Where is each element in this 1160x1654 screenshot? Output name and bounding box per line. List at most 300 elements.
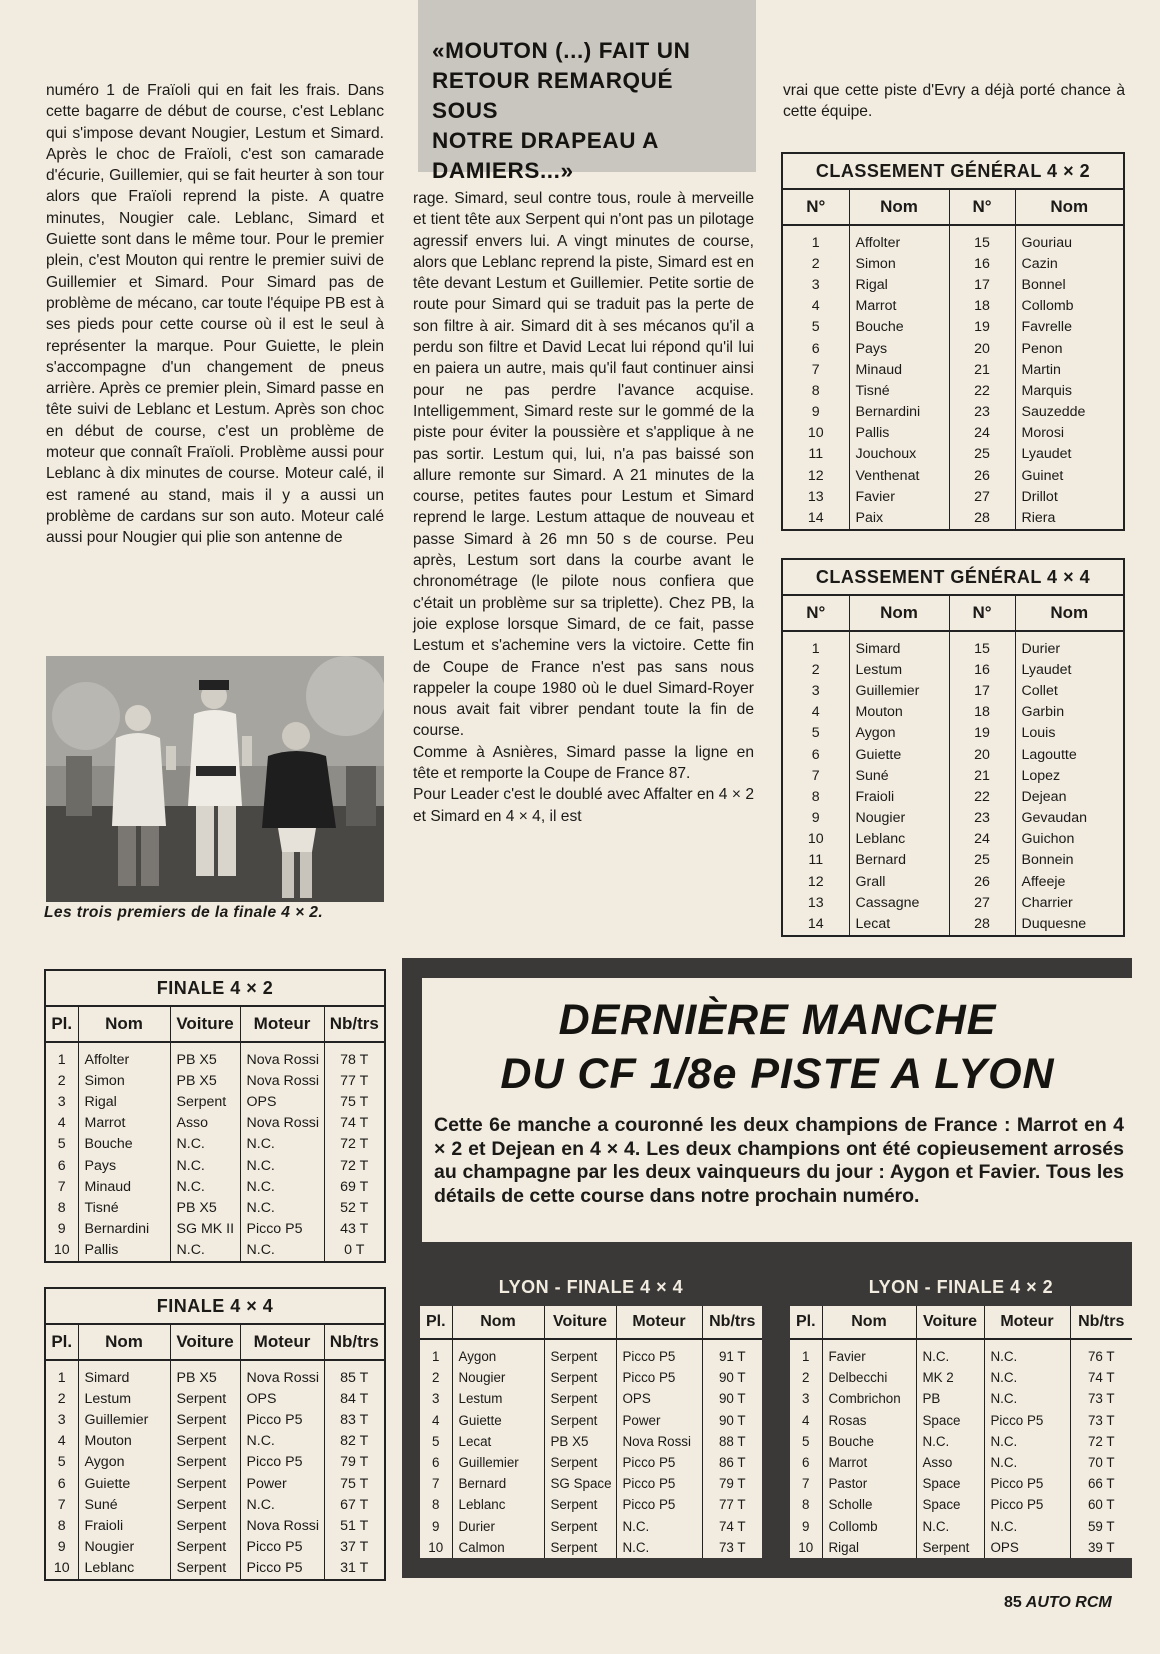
table-cell: Guinet [1015, 465, 1123, 486]
table-cell: Picco P5 [616, 1452, 702, 1473]
table-cell: Suné [849, 765, 949, 786]
table-row [783, 631, 1123, 659]
table-cell: Serpent [544, 1367, 616, 1388]
table-cell: Pays [849, 338, 949, 359]
table-cell: 16 [949, 253, 1015, 274]
table-row [783, 723, 1123, 744]
table-cell: 3 [802, 1391, 810, 1407]
table-cell: 19 [949, 723, 1015, 744]
table-cell: Charrier [1015, 892, 1123, 913]
table-cell: N.C. [616, 1516, 702, 1537]
table-cell: 90 T [702, 1367, 762, 1388]
table-row [783, 402, 1123, 423]
column-header: Nb/trs [1070, 1306, 1132, 1339]
table-cell: 5 [57, 1136, 66, 1153]
table-cell: Simard [78, 1360, 170, 1388]
table-cell: Picco P5 [984, 1494, 1070, 1515]
table-row [420, 1388, 762, 1409]
table-row [783, 892, 1123, 913]
article-paragraph: rage. Simard, seul contre tous, roule à merveille et tient tête aux Serpent qui n'ont pas un pilotage agressif envers lui. A vingt minutes de course, alors que Leblanc reprend la piste, Simard est en tête devant Lestum et Guillemier. Petite sortie de route pour Simard qui se traduit pas la perte de son filtre à air. Simard dit à ses mécanos qu'il a perdu son filtre et David Lecat lui répond qu'il lui en paiera un autre, mais qu'il faut continuer ainsi pour ne pas perdre l'avance acquise. Intelligemment, Simard reste sur le gommé de la piste pour éviter la poussière et s'applique à ne pas sortir. Lestum qui, lui, n'a pas baissé son allure remonte sur Simard. A 21 minutes de la course, petites fautes pour Lestum et Simard reprend le large. Lestum attaque de nouveau et passe Simard à 26 mn 50 s de course. Peu après, Lestum sort dans la courbe avant le chronométrage (le pilote nous confiera que c'était un problème sur sa triplette). Chez PB, la joie explose lorsque Simard, de ce fait, passe Lestum et s'achemine vers la victoire. Cette fin de Coupe de France n'est pas sans nous rappeler la coupe 1980 où le duel Simard-Royer nous avait fait vibrer pendant toute la fin de course. [413, 190, 754, 740]
table-cell: 90 T [702, 1410, 762, 1431]
table-cell: 85 T [324, 1360, 384, 1388]
table-cell: Collomb [822, 1516, 916, 1537]
table-cell: Bernard [849, 850, 949, 871]
lyon-finale-4x2 [790, 1268, 1132, 1558]
table-cell: 6 [802, 1455, 810, 1471]
table-cell: Serpent [544, 1537, 616, 1558]
table-cell: 8 [432, 1497, 440, 1513]
table-cell: 25 [949, 850, 1015, 871]
table-cell: 77 T [324, 1070, 384, 1091]
table-cell: Nova Rossi [240, 1515, 324, 1536]
table-cell: Leblanc [78, 1558, 170, 1579]
table-cell: Nova Rossi [240, 1360, 324, 1388]
table-cell: Picco P5 [616, 1494, 702, 1515]
table-cell: 17 [949, 274, 1015, 295]
table-cell: Picco P5 [240, 1409, 324, 1430]
table-row [46, 1409, 384, 1430]
table-row [783, 423, 1123, 444]
table-cell: 10 [807, 831, 824, 848]
finale-table [790, 1306, 1132, 1558]
table-cell: Fraioli [78, 1515, 170, 1536]
table-cell: Serpent [544, 1452, 616, 1473]
table-cell: Lecat [849, 913, 949, 934]
table-cell: 8 [802, 1497, 810, 1513]
table-cell: Guillemier [78, 1409, 170, 1430]
table-cell: 28 [949, 507, 1015, 528]
table-cell: 5 [432, 1433, 440, 1449]
table-cell: Picco P5 [240, 1558, 324, 1579]
table-cell: N.C. [170, 1240, 240, 1261]
table-cell: Morosi [1015, 423, 1123, 444]
table-row [790, 1537, 1132, 1558]
box-headline: DERNIÈRE MANCHE [558, 996, 997, 1044]
table-cell: Garbin [1015, 702, 1123, 723]
table-row [783, 274, 1123, 295]
table-cell: Riera [1015, 507, 1123, 528]
table-cell: Lestum [78, 1388, 170, 1409]
table-row [783, 338, 1123, 359]
column-header: Moteur [616, 1306, 702, 1339]
table-cell: N.C. [240, 1134, 324, 1155]
pull-quote-line: NOTRE DRAPEAU A [432, 128, 659, 153]
table-cell: 2 [811, 255, 820, 272]
magazine-name: AUTO RCM [1025, 1594, 1112, 1611]
table-row [420, 1367, 762, 1388]
table-row [46, 1155, 384, 1176]
table-cell: 74 T [324, 1113, 384, 1134]
table-cell: Guillemier [849, 680, 949, 701]
table-cell: Guiette [849, 744, 949, 765]
table-row [420, 1410, 762, 1431]
table-cell: 22 [949, 380, 1015, 401]
table-cell: OPS [240, 1388, 324, 1409]
table-row [783, 765, 1123, 786]
pull-quote-line: RETOUR REMARQUÉ SOUS [432, 68, 674, 123]
table-cell: Serpent [544, 1388, 616, 1409]
table-cell: 73 T [1070, 1388, 1132, 1409]
classement-general-4x2 [781, 152, 1125, 531]
table-cell: Serpent [544, 1410, 616, 1431]
table-cell: 4 [811, 298, 820, 315]
table-cell: 28 [949, 913, 1015, 934]
table-cell: Bernardini [78, 1219, 170, 1240]
table-cell: 27 [949, 486, 1015, 507]
table-cell: Picco P5 [240, 1537, 324, 1558]
table-cell: Asso [916, 1452, 984, 1473]
table-cell: 2 [57, 1072, 66, 1089]
table-cell: N.C. [240, 1176, 324, 1197]
table-cell: 1 [432, 1349, 440, 1365]
table-cell: Pays [78, 1155, 170, 1176]
table-cell: N.C. [984, 1339, 1070, 1367]
column-header: Voiture [170, 1007, 240, 1042]
table-cell: Aygon [849, 723, 949, 744]
table-cell: 90 T [702, 1388, 762, 1409]
table-cell: 2 [432, 1370, 440, 1386]
table-cell: 67 T [324, 1494, 384, 1515]
table-cell: 1 [811, 640, 820, 657]
table-cell: Cassagne [849, 892, 949, 913]
table-row [790, 1431, 1132, 1452]
table-cell: 1 [802, 1349, 810, 1365]
table-cell: Sauzedde [1015, 402, 1123, 423]
table-cell: N.C. [984, 1452, 1070, 1473]
table-cell: Lecat [452, 1431, 544, 1452]
table-row [46, 1558, 384, 1579]
column-header: N° [949, 596, 1015, 631]
table-cell: Bonnel [1015, 274, 1123, 295]
table-cell: 7 [802, 1476, 810, 1492]
table-cell: 59 T [1070, 1516, 1132, 1537]
table-row [783, 786, 1123, 807]
table-row [420, 1339, 762, 1367]
table-cell: OPS [240, 1091, 324, 1112]
article-paragraph: numéro 1 de Fraïoli qui en fait les frais. Dans cette bagarre de début de course, c'est Leblanc qui s'impose devant Nougier, Lestum et Simard. Après le choc de Fraïoli, c'est son camarade d'écurie, Guillemier, qui se fait heurter à son tour alors que Fraïoli reprend la piste. A quatre minutes, Nougier cale. Leblanc, Simard et Guiette sont dans le même tour. Pour le premier plein, c'est Mouton qui rentre le premier suivi de Guillemier et Simard. Pour Simard pas de problème de mécano, car toute l'équipe PB est à ses pieds pour cette course où il est le seul à représenter la marque. Pour Guiette, le plein s'accompagne d'un changement de pneus arrière. Après ce premier plein, Simard passe en tête suivi de Leblanc et Lestum. Après son choc en début de course, c'est un problème de moteur que connaît Fraïoli. Problème aussi pour Leblanc à dix minutes de course. Moteur calé, il est ramené au stand, mais il y a aussi un problème de cardans sur son auto. Moteur calé aussi pour Nougier qui plie son antenne de [46, 82, 384, 547]
table-cell: Pallis [78, 1240, 170, 1261]
table-cell: 7 [57, 1496, 66, 1513]
table-cell: Serpent [170, 1473, 240, 1494]
table-row [783, 359, 1123, 380]
table-cell: Suné [78, 1494, 170, 1515]
table-cell: Marrot [78, 1113, 170, 1134]
table-cell: 4 [57, 1433, 66, 1450]
table-cell: 20 [949, 338, 1015, 359]
table-cell: Nova Rossi [240, 1042, 324, 1070]
table-row [46, 1494, 384, 1515]
table-row [790, 1452, 1132, 1473]
table-cell: Martin [1015, 359, 1123, 380]
table-cell: 3 [432, 1391, 440, 1407]
table-cell: 73 T [702, 1537, 762, 1558]
finale-4x4 [44, 1287, 386, 1581]
table-cell: Collomb [1015, 296, 1123, 317]
table-row [790, 1473, 1132, 1494]
table-row [46, 1042, 384, 1070]
table-cell: 1 [57, 1369, 66, 1386]
table-row [46, 1219, 384, 1240]
table-cell: 15 [949, 225, 1015, 253]
table-cell: 75 T [324, 1473, 384, 1494]
table-cell: Fraioli [849, 786, 949, 807]
table-cell: 88 T [702, 1431, 762, 1452]
finale-table [46, 1007, 384, 1261]
table-cell: 23 [949, 808, 1015, 829]
table-cell: Pallis [849, 423, 949, 444]
article-column-1 [46, 80, 384, 549]
table-cell: 3 [811, 276, 820, 293]
table-row [783, 808, 1123, 829]
table-cell: 24 [949, 423, 1015, 444]
table-cell: Serpent [170, 1515, 240, 1536]
table-cell: N.C. [240, 1197, 324, 1218]
table-title: CLASSEMENT GÉNÉRAL 4 × 2 [783, 154, 1123, 190]
table-cell: Picco P5 [616, 1339, 702, 1367]
table-cell: 12 [807, 467, 824, 484]
finale-table [46, 1325, 384, 1579]
column-header: Moteur [984, 1306, 1070, 1339]
table-cell: N.C. [984, 1516, 1070, 1537]
column-header: N° [783, 596, 849, 631]
table-cell: Nougier [452, 1367, 544, 1388]
table-row [420, 1473, 762, 1494]
table-cell: 3 [811, 682, 820, 699]
classement-table [783, 190, 1123, 529]
table-title: FINALE 4 × 2 [46, 971, 384, 1007]
finale-table [420, 1306, 762, 1558]
table-row [46, 1388, 384, 1409]
table-cell: 74 T [1070, 1367, 1132, 1388]
table-cell: 74 T [702, 1516, 762, 1537]
table-cell: Rigal [78, 1091, 170, 1112]
table-cell: 91 T [702, 1339, 762, 1367]
table-cell: Lyaudet [1015, 444, 1123, 465]
box-headline: DU CF 1/8e PISTE A LYON [500, 1050, 1055, 1098]
table-cell: Leblanc [452, 1494, 544, 1515]
table-cell: Simon [78, 1070, 170, 1091]
table-cell: Gouriau [1015, 225, 1123, 253]
table-row [783, 702, 1123, 723]
table-cell: Aygon [452, 1339, 544, 1367]
box-lead: Cette 6e manche a couronné les deux champions de France : Marrot en 4 × 2 et Dejean en 4 × 4. Les deux champions ont été copieusement arrosés au champagne par les deux vainqueurs du jour : Aygon et Favier. Tous les détails de cette course dans notre prochain numéro. [434, 1114, 1124, 1207]
table-cell: 10 [53, 1560, 70, 1577]
table-title: CLASSEMENT GÉNÉRAL 4 × 4 [783, 560, 1123, 596]
table-cell: Minaud [849, 359, 949, 380]
table-cell: Space [916, 1410, 984, 1431]
table-cell: N.C. [916, 1431, 984, 1452]
column-header: Nom [78, 1007, 170, 1042]
table-cell: Bonnein [1015, 850, 1123, 871]
table-row [790, 1410, 1132, 1431]
table-cell: Louis [1015, 723, 1123, 744]
table-cell: Duquesne [1015, 913, 1123, 934]
table-cell: Space [916, 1473, 984, 1494]
table-row [783, 659, 1123, 680]
table-cell: 4 [57, 1115, 66, 1132]
column-header: Nom [78, 1325, 170, 1360]
table-cell: 14 [807, 916, 824, 933]
article-paragraph: Comme à Asnières, Simard passe la ligne en tête et remporte la Coupe de France 87. [413, 743, 754, 783]
table-row [783, 444, 1123, 465]
table-cell: 6 [57, 1475, 66, 1492]
table-cell: Durier [452, 1516, 544, 1537]
table-cell: 51 T [324, 1515, 384, 1536]
table-cell: 9 [57, 1539, 66, 1556]
table-cell: 12 [807, 873, 824, 890]
table-cell: 9 [57, 1221, 66, 1238]
table-cell: Guiette [78, 1473, 170, 1494]
table-cell: 5 [811, 319, 820, 336]
table-row [783, 225, 1123, 253]
table-cell: PB X5 [170, 1360, 240, 1388]
table-row [783, 296, 1123, 317]
column-header: Pl. [420, 1306, 452, 1339]
table-cell: 77 T [702, 1494, 762, 1515]
table-cell: 19 [949, 317, 1015, 338]
table-row [790, 1388, 1132, 1409]
table-cell: 0 T [324, 1240, 384, 1261]
column-header: Voiture [170, 1325, 240, 1360]
table-cell: 20 [949, 744, 1015, 765]
table-row [46, 1197, 384, 1218]
table-cell: Serpent [170, 1431, 240, 1452]
table-cell: Lyaudet [1015, 659, 1123, 680]
table-cell: Tisné [78, 1197, 170, 1218]
table-cell: 21 [949, 765, 1015, 786]
column-header: Nom [822, 1306, 916, 1339]
table-cell: Calmon [452, 1537, 544, 1558]
table-cell: 72 T [324, 1155, 384, 1176]
column-header: Nom [1015, 190, 1123, 225]
table-cell: Picco P5 [616, 1473, 702, 1494]
table-cell: PB [916, 1388, 984, 1409]
table-row [420, 1431, 762, 1452]
pull-quote-line: «MOUTON (...) FAIT UN [432, 38, 691, 63]
table-row [46, 1240, 384, 1261]
table-row [420, 1452, 762, 1473]
table-cell: 27 [949, 892, 1015, 913]
table-row [783, 486, 1123, 507]
table-cell: 1 [57, 1051, 66, 1068]
table-cell: 7 [57, 1178, 66, 1195]
table-cell: 13 [807, 894, 824, 911]
table-cell: 5 [811, 725, 820, 742]
table-row [420, 1494, 762, 1515]
table-row [783, 744, 1123, 765]
table-cell: 79 T [702, 1473, 762, 1494]
table-row [46, 1113, 384, 1134]
table-cell: 18 [949, 296, 1015, 317]
table-row [46, 1091, 384, 1112]
table-cell: Mouton [849, 702, 949, 723]
table-cell: 9 [811, 404, 820, 421]
table-cell: 10 [807, 425, 824, 442]
table-cell: 73 T [1070, 1410, 1132, 1431]
table-cell: Nova Rossi [240, 1113, 324, 1134]
table-cell: 66 T [1070, 1473, 1132, 1494]
table-cell: Serpent [916, 1537, 984, 1558]
table-row [790, 1367, 1132, 1388]
table-cell: Bernard [452, 1473, 544, 1494]
table-cell: N.C. [984, 1431, 1070, 1452]
table-cell: N.C. [170, 1155, 240, 1176]
table-cell: N.C. [916, 1516, 984, 1537]
table-cell: 23 [949, 402, 1015, 423]
photo-caption: Les trois premiers de la finale 4 × 2. [44, 904, 324, 921]
table-cell: 8 [57, 1517, 66, 1534]
table-cell: 24 [949, 829, 1015, 850]
table-cell: 8 [811, 788, 820, 805]
table-cell: 11 [808, 446, 824, 463]
table-cell: 25 [949, 444, 1015, 465]
table-cell: 72 T [1070, 1431, 1132, 1452]
table-cell: PB X5 [544, 1431, 616, 1452]
table-cell: 4 [811, 704, 820, 721]
table-row [783, 380, 1123, 401]
page-folio [1004, 1592, 1112, 1612]
column-header: Voiture [544, 1306, 616, 1339]
column-header: Nb/trs [702, 1306, 762, 1339]
column-header: Voiture [916, 1306, 984, 1339]
table-cell: Power [616, 1410, 702, 1431]
table-cell: Collet [1015, 680, 1123, 701]
table-cell: Simon [849, 253, 949, 274]
table-cell: N.C. [240, 1155, 324, 1176]
table-cell: Minaud [78, 1176, 170, 1197]
table-cell: 26 [949, 871, 1015, 892]
table-cell: Serpent [544, 1339, 616, 1367]
podium-photo [46, 656, 384, 902]
table-cell: 6 [811, 746, 820, 763]
column-header: N° [949, 190, 1015, 225]
table-row [783, 913, 1123, 934]
table-cell: 5 [57, 1454, 66, 1471]
column-header: Pl. [46, 1007, 78, 1042]
table-cell: OPS [616, 1388, 702, 1409]
table-cell: Lestum [452, 1388, 544, 1409]
table-cell: 2 [811, 661, 820, 678]
table-cell: 9 [811, 810, 820, 827]
table-cell: 6 [57, 1157, 66, 1174]
table-cell: Serpent [170, 1494, 240, 1515]
table-cell: N.C. [170, 1134, 240, 1155]
table-cell: Guiette [452, 1410, 544, 1431]
table-cell: Asso [170, 1113, 240, 1134]
table-cell: N.C. [916, 1339, 984, 1367]
table-cell: 31 T [324, 1558, 384, 1579]
table-cell: Penon [1015, 338, 1123, 359]
table-cell: 86 T [702, 1452, 762, 1473]
table-cell: Jouchoux [849, 444, 949, 465]
table-cell: MK 2 [916, 1367, 984, 1388]
table-cell: 10 [798, 1539, 814, 1555]
table-cell: Favier [849, 486, 949, 507]
table-cell: Rosas [822, 1410, 916, 1431]
table-row [783, 680, 1123, 701]
table-cell: SG MK II [170, 1219, 240, 1240]
table-cell: 37 T [324, 1537, 384, 1558]
table-cell: Affolter [78, 1042, 170, 1070]
table-cell: 9 [432, 1518, 440, 1534]
table-cell: 3 [57, 1411, 66, 1428]
table-row [783, 850, 1123, 871]
table-cell: 43 T [324, 1219, 384, 1240]
table-row [46, 1537, 384, 1558]
table-cell: N.C. [984, 1367, 1070, 1388]
table-cell: Drillot [1015, 486, 1123, 507]
table-cell: 76 T [1070, 1339, 1132, 1367]
